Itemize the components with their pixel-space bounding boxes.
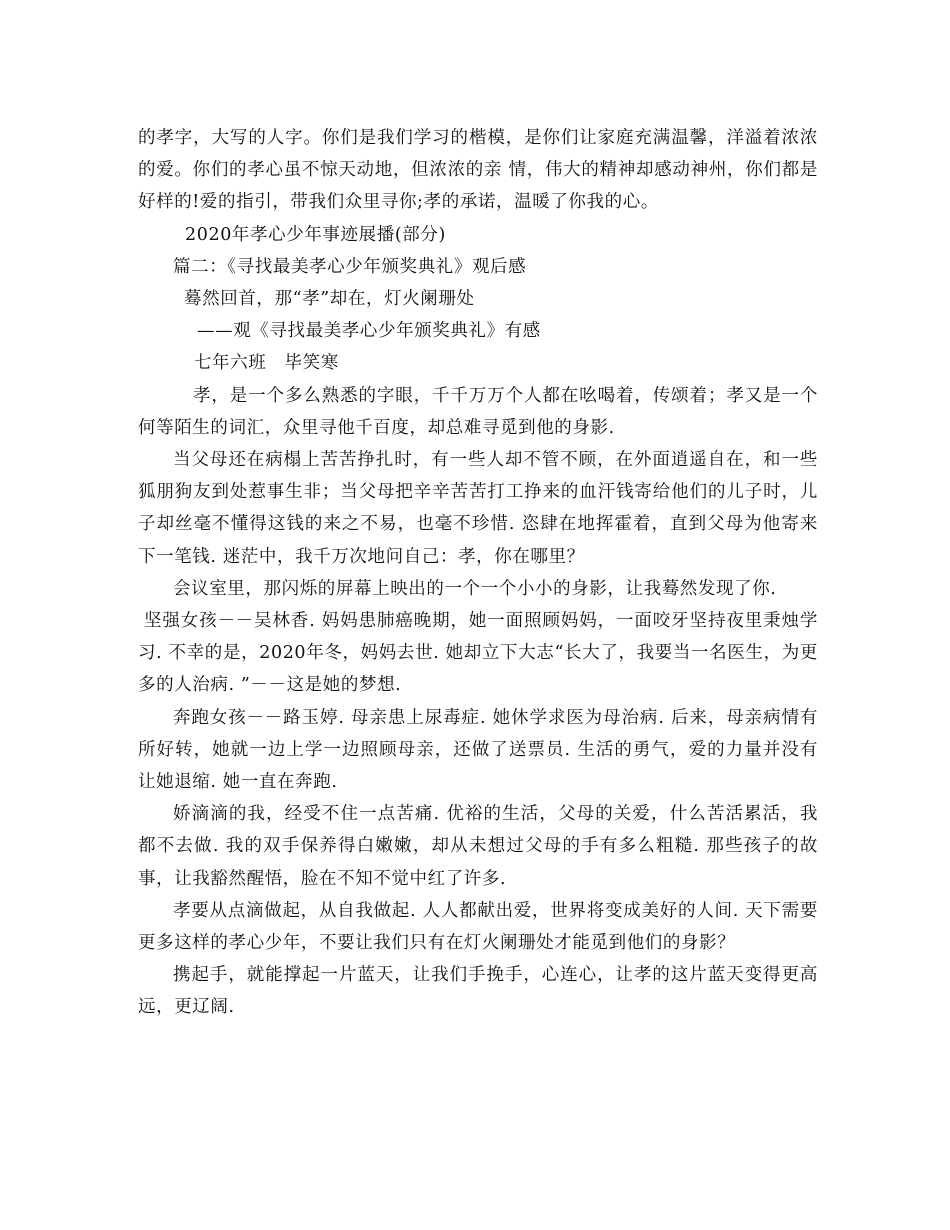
document-body	[138, 122, 818, 1024]
paragraph-section-heading: 篇二：《寻找最美孝心少年颁奖典礼》观后感	[173, 256, 527, 277]
paragraph-continuation: 的孝字，大写的人字。你们是我们学习的楷模，是你们让家庭充满温馨，洋溢着浓浓的爱。你们的孝心虽不惊天动地，但浓浓的亲 情，伟大的精神却感动神州，你们都是好样的!爱的指引，带我们众里寻你;孝的承诺，温暖了你我的心。	[138, 128, 818, 213]
paragraph-body: 会议室里，那闪烁的屏幕上映出的一个一个小小的身影，让我蓦然发现了你.	[173, 578, 777, 599]
paragraph-body: 孝，是一个多么熟悉的字眼，千千万万个人都在吆喝着，传颂着；孝又是一个何等陌生的词汇，众里寻他千百度，却总难寻觅到他的身影.	[138, 385, 818, 438]
paragraph-body: 孝要从点滴做起，从自我做起. 人人都献出爱，世界将变成美好的人间. 天下需要更多这样的孝心少年，不要让我们只有在灯火阑珊处才能觅到他们的身影？	[138, 900, 818, 954]
paragraph-body: 坚强女孩－－吴林香. 妈妈患肺癌晚期，她一面照顾妈妈，一面咬牙坚持夜里秉烛学习. 不幸的是，2020年冬，妈妈去世. 她却立下大志“长大了，我要当一名医生，为更多的人治病. ”－－这是她的梦想.	[138, 611, 818, 696]
essay-author: 七年六班 毕笑寒	[194, 353, 339, 374]
paragraph-body: 娇滴滴的我，经受不住一点苦痛. 优裕的生活，父母的关爱，什么苦活累活，我都不去做. 我的双手保养得白嫩嫩，却从未想过父母的手有多么粗糙. 那些孩子的故事，让我豁然醒悟，脸在不知不觉中红了许多.	[138, 804, 818, 889]
paragraph-body: 奔跑女孩－－路玉婷. 母亲患上尿毒症. 她休学求医为母治病. 后来，母亲病情有所好转，她就一边上学一边照顾母亲，还做了送票员. 生活的勇气，爱的力量并没有让她退缩. 她一直在奔跑.	[138, 707, 818, 793]
paragraph-body: 携起手，就能撑起一片蓝天，让我们手挽手，心连心，让孝的这片蓝天变得更高远，更辽阔.	[138, 965, 818, 1018]
paragraph-broadcast-title: 2020年孝心少年事迹展播(部分)	[185, 224, 446, 245]
essay-subtitle: ——观《寻找最美孝心少年颁奖典礼》有感	[197, 321, 541, 342]
essay-title: 蓦然回首，那“孝”却在，灯火阑珊处	[184, 289, 475, 310]
paragraph-body: 当父母还在病榻上苦苦挣扎时，有一些人却不管不顾，在外面逍遥自在，和一些狐朋狗友到处惹事生非；当父母把辛辛苦苦打工挣来的血汗钱寄给他们的儿子时，儿子却丝毫不懂得这钱的来之不易，也毫不珍惜. 恣肆在地挥霍着，直到父母为他寄来下一笔钱. 迷茫中，我千万次地问自己：孝，你在哪里？	[138, 450, 818, 567]
